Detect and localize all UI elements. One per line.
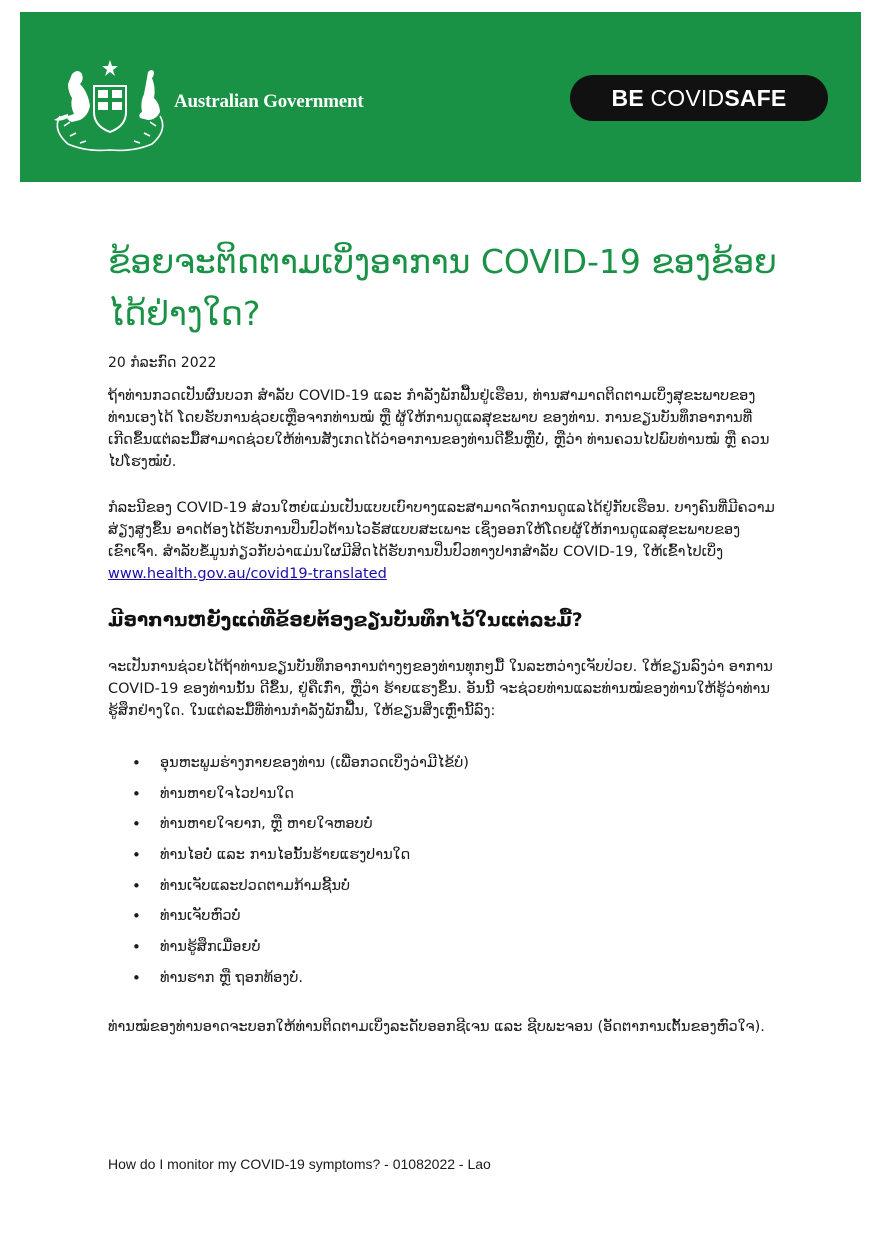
list-item xyxy=(108,752,768,783)
badge-word-be: BE xyxy=(611,85,644,111)
bullet-icon: • xyxy=(132,815,141,834)
list-item-text: ທ່ານເຈັບຫົວບໍ່ xyxy=(160,908,241,925)
bullet-icon: • xyxy=(132,876,141,895)
bullet-icon: • xyxy=(132,754,141,772)
page-title: ຂ້ອຍຈະຕິດຕາມເບິ່ງອາການ COVID-19 ຂອງຂ້ອຍໄດ້ຢ່າງໃດ? xyxy=(108,242,777,333)
list-item-text: ທ່ານຫາຍໃຈຍາກ, ຫຼື ຫາຍໃຈຫອບບໍ່ xyxy=(160,816,373,833)
treatment-paragraph-text: ກໍລະນີຂອງ COVID-19 ສ່ວນໃຫຍ່ແມ່ນເປັນແບບເບົາບາງແລະສາມາດຈັດການດູແລໄດ້ຢູ່ກັບເຮືອນ. ບາງຄົນທີ່ມີຄວາມສ່ຽງສູງຂຶ້ນ ອາດຕ້ອງໄດ້ຮັບການປິ່ນປົວຕ້ານໄວຣັສແບບສະເພາະ ເຊິ່ງອອກໃຫ້ໂດຍຜູ້ໃຫ້ການດູແລສຸຂະພາບຂອງເຂົາເຈົ້າ. ສໍາລັບຂໍ້ມູນກ່ຽວກັບວ່າແມ່ນໃຜມີສິດໄດ້ຮັບການປິ່ນປົວທາງປາກສໍາລັບ COVID-19, ໃຫ້ເຂົ້າໄປເບິ່ງ xyxy=(108,500,775,560)
list-item xyxy=(108,875,768,906)
list-item-text: ທ່ານຫາຍໃຈໄວປານໃດ xyxy=(160,785,294,802)
list-item xyxy=(108,844,768,875)
symptom-list xyxy=(108,752,768,998)
list-item-text: ທ່ານຮາກ ຫຼື ຖອກທ້ອງບໍ່. xyxy=(160,969,304,986)
list-item-text: ທ່ານໄອບໍ່ ແລະ ການໄອນັ້ນຮ້າຍແຮງປານໃດ xyxy=(160,847,411,864)
australian-coat-of-arms-icon xyxy=(50,56,170,152)
government-name: Australian Government xyxy=(174,91,364,112)
list-item-text: ອຸນຫະພູມຮ່າງກາຍຂອງທ່ານ (ເພື່ອກວດເບິ່ງວ່າມີໄຂ້ບໍ) xyxy=(160,755,469,771)
badge-word-safe: SAFE xyxy=(724,85,787,111)
list-item-text: ທ່ານຮູ້ສຶກເມື່ອຍບໍ່ xyxy=(160,939,261,956)
list-item xyxy=(108,813,768,844)
bullet-icon: • xyxy=(132,968,141,987)
list-item xyxy=(108,967,768,998)
publication-date: 20 ກໍລະກົດ 2022 xyxy=(108,355,217,371)
treatment-paragraph xyxy=(108,497,776,585)
badge-word-covid: COVID xyxy=(650,85,725,111)
bullet-icon: • xyxy=(132,938,141,957)
page-footer: How do I monitor my COVID-19 symptoms? - 01082022 - Lao xyxy=(108,1156,491,1172)
intro-paragraph: ຖ້າທ່ານກວດເປັນຜົນບວກ ສໍາລັບ COVID-19 ແລະ ກໍາລັງພັກຟື້ນຢູ່ເຮືອນ, ທ່ານສາມາດຕິດຕາມເບິ່ງສຸຂະພາບຂອງທ່ານເອງໄດ້ ໂດຍຮັບການຊ່ວຍເຫຼືອຈາກທ່ານໝໍ ຫຼື ຜູ້ໃຫ້ການດູແລສຸຂະພາບ ຂອງທ່ານ. ການຂຽນບັນທຶກອາການທີ່ເກີດຂຶ້ນແຕ່ລະມື້ສາມາດຊ່ວຍໃຫ້ທ່ານສັງເກດໄດ້ວ່າອາການຂອງທ່ານດີຂຶ້ນຫຼືບໍ່, ຫຼືວ່າ ທ່ານຄວນໄປພົບທ່ານໝໍ ຫຼື ຄວນໄປໂຮງໝໍບໍ່. xyxy=(108,388,770,470)
list-item-text: ທ່ານເຈັບແລະປວດຕາມກ້າມຊີ້ນບໍ່ xyxy=(160,877,351,894)
symptoms-heading: ມີອາການຫຍັງແດ່ທີ່ຂ້ອຍຕ້ອງຂຽນບັນທຶກໄວ້ໃນແຕ່ລະມື້? xyxy=(108,610,583,631)
symptoms-intro-paragraph: ຈະເປັນການຊ່ວຍໄດ້ຖ້າທ່ານຂຽນບັນທຶກອາການຕ່າງໆຂອງທ່ານທຸກໆມື້ ໃນລະຫວ່າງເຈັບປ່ວຍ. ໃຫ້ຂຽນລົງວ່າ ອາການ COVID-19 ຂອງທ່ານນັ້ນ ດີຂຶ້ນ, ຢູ່ຄືເກົ່າ, ຫຼືວ່າ ຮ້າຍແຮງຂຶ້ນ. ອັນນີ້ ຈະຊ່ວຍທ່ານແລະທ່ານໝໍຂອງທ່ານໃຫ້ຮູ້ວ່າທ່ານຮູ້ສຶກຢ່າງໃດ. ໃນແຕ່ລະມື້ທີ່ທ່ານກໍາລັງພັກຟື້ນ, ໃຫ້ຂຽນສິ່ງເຫຼົ່ານີ້ລົງ: xyxy=(108,659,773,719)
list-item xyxy=(108,905,768,936)
bullet-icon: • xyxy=(132,846,141,865)
list-item xyxy=(108,936,768,967)
header-banner xyxy=(20,12,861,182)
closing-paragraph: ທ່ານໝໍຂອງທ່ານອາດຈະບອກໃຫ້ທ່ານຕິດຕາມເບິ່ງລະດັບອອກຊີເຈນ ແລະ ຊີບພະຈອນ (ອັດຕາການເຕັ້ນຂອງຫົວໃຈ). xyxy=(108,1019,765,1035)
health-translated-link[interactable]: www.health.gov.au/covid19-translated xyxy=(108,566,387,582)
be-covidsafe-badge xyxy=(570,75,828,121)
bullet-icon: • xyxy=(132,784,141,803)
bullet-icon: • xyxy=(132,907,141,926)
list-item xyxy=(108,783,768,814)
